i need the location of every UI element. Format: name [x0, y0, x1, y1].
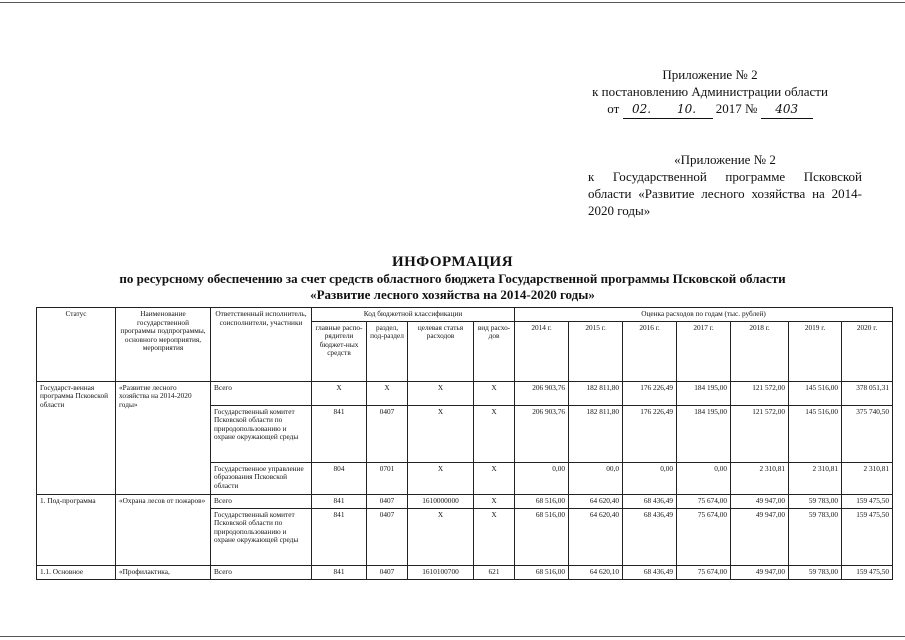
appendix-number: Приложение № 2 — [662, 67, 758, 82]
appendix-reference: к постановлению Администрации области — [592, 84, 828, 99]
cell-kind: X — [474, 508, 515, 565]
cell-value: 59 783,00 — [789, 565, 842, 579]
cell-executor: Всего — [211, 381, 312, 405]
table-row — [37, 494, 893, 508]
title-main: ИНФОРМАЦИЯ — [391, 254, 514, 270]
cell-article: X — [408, 508, 474, 565]
cell-section: 0407 — [367, 565, 408, 579]
cell-value: 49 947,00 — [731, 508, 789, 565]
cell-value: 121 572,00 — [731, 405, 789, 462]
cell-executor: Государственное управление образования Псковской области — [211, 462, 312, 494]
header-article: целевая статья расходов — [408, 321, 474, 381]
cell-grbs: 841 — [312, 565, 367, 579]
header-section: раздел, под-раздел — [367, 321, 408, 381]
header-kind: вид расхо-дов — [474, 321, 515, 381]
header-year: 2017 г. — [677, 321, 731, 381]
title-subtitle-2: «Развитие лесного хозяйства на 2014-2020 годы» — [310, 287, 595, 302]
appendix-date-line — [560, 100, 860, 119]
cell-value: 159 475,50 — [842, 508, 893, 565]
cell-article: X — [408, 405, 474, 462]
cell-section: 0407 — [367, 508, 408, 565]
program-appendix — [588, 151, 862, 219]
resource-table — [36, 307, 893, 580]
cell-value: 68 516,00 — [515, 494, 569, 508]
date-prefix: от — [607, 101, 620, 116]
cell-value: 176 226,49 — [623, 381, 677, 405]
cell-status: Государст-венная программа Псковской области — [37, 381, 116, 494]
cell-article: 1610100700 — [408, 565, 474, 579]
cell-value: 159 475,50 — [842, 494, 893, 508]
cell-section: 0407 — [367, 494, 408, 508]
cell-value: 206 903,76 — [515, 381, 569, 405]
table-row — [37, 381, 893, 405]
table-row — [37, 565, 893, 579]
header-year: 2015 г. — [569, 321, 623, 381]
cell-value: 378 051,31 — [842, 381, 893, 405]
cell-article: X — [408, 462, 474, 494]
cell-value: 49 947,00 — [731, 494, 789, 508]
header-executor: Ответственный исполнитель, соисполнители, участники — [211, 308, 312, 382]
cell-value: 182 811,80 — [569, 381, 623, 405]
cell-value: 68 436,49 — [623, 508, 677, 565]
cell-value: 68 516,00 — [515, 508, 569, 565]
cell-value: 64 620,40 — [569, 508, 623, 565]
cell-value: 00,0 — [569, 462, 623, 494]
program-appendix-text: к Государственной программе Псковской области «Развитие лесного хозяйства на 2014-2020 годы» — [588, 169, 862, 218]
cell-executor: Всего — [211, 565, 312, 579]
cell-kind: X — [474, 494, 515, 508]
handwritten-month: 10. — [661, 101, 713, 119]
header-grbs: главные распо-рядители бюджет-ных средств — [312, 321, 367, 381]
header-year: 2018 г. — [731, 321, 789, 381]
title-subtitle-1: по ресурсному обеспечению за счет средств областного бюджета Государственной программы Псковской области — [119, 271, 786, 286]
cell-value: 145 516,00 — [789, 381, 842, 405]
year-label: 2017 № — [715, 101, 758, 116]
header-name: Наименование государственной программы подпрограммы, основного мероприятия, мероприятия — [116, 308, 211, 382]
cell-name: «Развитие лесного хозяйства на 2014-2020 годы» — [116, 381, 211, 494]
cell-value: 176 226,49 — [623, 405, 677, 462]
cell-executor: Государственный комитет Псковской области по природопользованию и охране окружающей среды — [211, 405, 312, 462]
cell-value: 68 436,49 — [623, 494, 677, 508]
program-appendix-number: «Приложение № 2 — [674, 152, 776, 167]
cell-value: 145 516,00 — [789, 405, 842, 462]
scan-top-edge — [0, 2, 905, 3]
cell-kind: X — [474, 381, 515, 405]
cell-value: 2 310,81 — [789, 462, 842, 494]
header-estimate: Оценка расходов по годам (тыс. рублей) — [515, 308, 893, 322]
cell-section: 0701 — [367, 462, 408, 494]
cell-value: 206 903,76 — [515, 405, 569, 462]
cell-section: X — [367, 381, 408, 405]
header-budget-code: Код бюджетной классификации — [312, 308, 515, 322]
cell-status: 1.1. Основное — [37, 565, 116, 579]
cell-value: 68 516,00 — [515, 565, 569, 579]
cell-value: 64 620,10 — [569, 565, 623, 579]
header-year: 2020 г. — [842, 321, 893, 381]
cell-value: 0,00 — [623, 462, 677, 494]
cell-name: «Охрана лесов от пожаров» — [116, 494, 211, 565]
header-year: 2019 г. — [789, 321, 842, 381]
cell-value: 75 674,00 — [677, 565, 731, 579]
cell-name: «Профилактика, — [116, 565, 211, 579]
cell-value: 64 620,40 — [569, 494, 623, 508]
cell-value: 121 572,00 — [731, 381, 789, 405]
cell-article: 1610000000 — [408, 494, 474, 508]
cell-kind: X — [474, 462, 515, 494]
cell-value: 375 740,50 — [842, 405, 893, 462]
cell-executor: Государственный комитет Псковской области по природопользованию и охране окружающей среды — [211, 508, 312, 565]
cell-grbs: 841 — [312, 405, 367, 462]
cell-value: 0,00 — [677, 462, 731, 494]
cell-value: 59 783,00 — [789, 508, 842, 565]
header-status: Статус — [37, 308, 116, 382]
cell-grbs: 804 — [312, 462, 367, 494]
cell-value: 184 195,00 — [677, 405, 731, 462]
cell-value: 2 310,81 — [842, 462, 893, 494]
handwritten-number: 403 — [761, 101, 813, 119]
cell-value: 159 475,50 — [842, 565, 893, 579]
cell-kind: 621 — [474, 565, 515, 579]
cell-value: 59 783,00 — [789, 494, 842, 508]
cell-section: 0407 — [367, 405, 408, 462]
cell-grbs: 841 — [312, 494, 367, 508]
document-title — [20, 254, 885, 303]
cell-status: 1. Под-программа — [37, 494, 116, 565]
cell-value: 68 436,49 — [623, 565, 677, 579]
cell-value: 182 811,80 — [569, 405, 623, 462]
cell-grbs: 841 — [312, 508, 367, 565]
header-year: 2014 г. — [515, 321, 569, 381]
cell-value: 75 674,00 — [677, 508, 731, 565]
handwritten-day: 02. — [623, 101, 661, 119]
cell-value: 2 310,81 — [731, 462, 789, 494]
header-year: 2016 г. — [623, 321, 677, 381]
cell-grbs: X — [312, 381, 367, 405]
cell-executor: Всего — [211, 494, 312, 508]
cell-article: X — [408, 381, 474, 405]
cell-value: 184 195,00 — [677, 381, 731, 405]
cell-kind: X — [474, 405, 515, 462]
appendix-header — [560, 66, 860, 119]
cell-value: 0,00 — [515, 462, 569, 494]
cell-value: 75 674,00 — [677, 494, 731, 508]
cell-value: 49 947,00 — [731, 565, 789, 579]
scan-bottom-edge — [0, 636, 905, 637]
